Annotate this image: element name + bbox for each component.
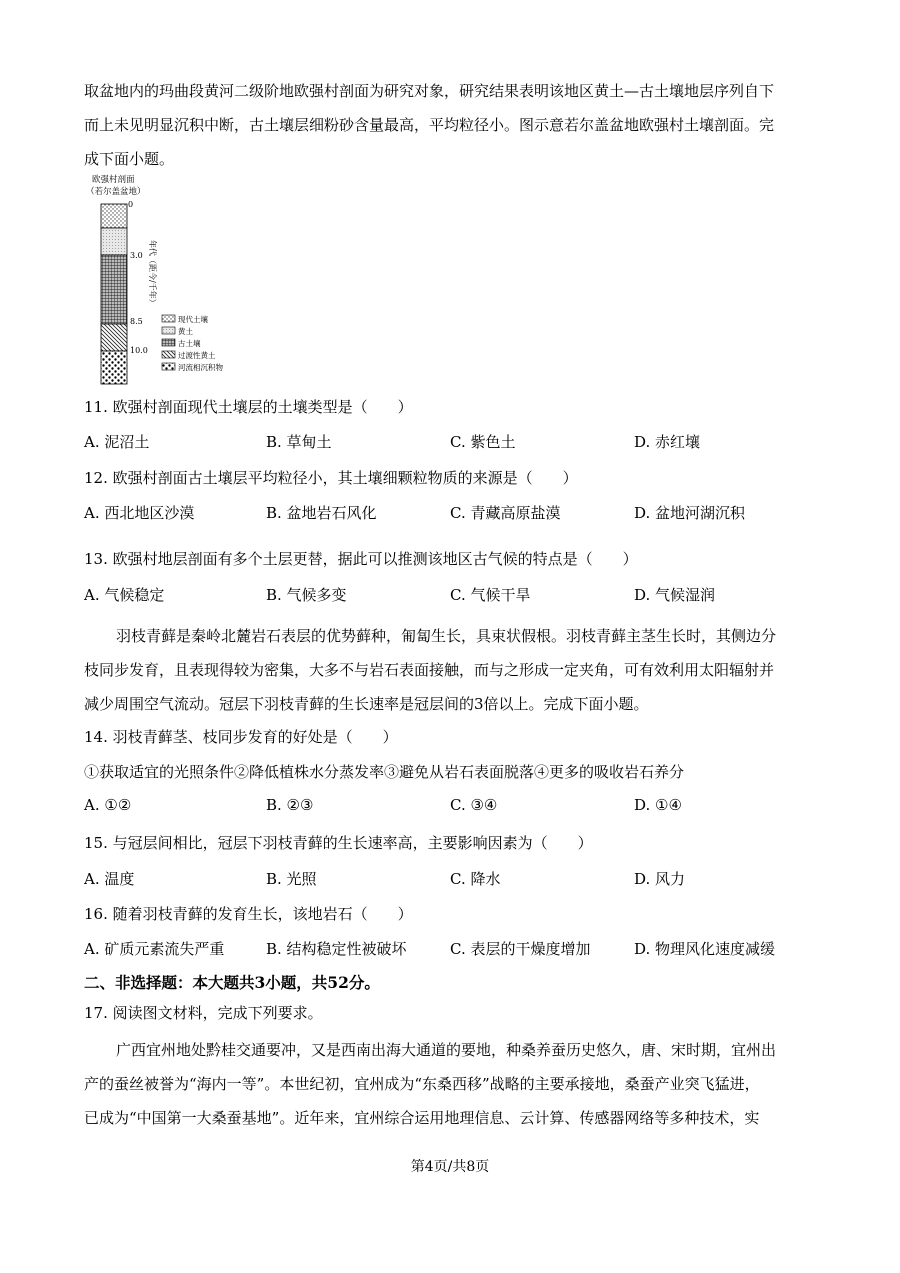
figure-title: 欧强村剖面 <box>92 175 135 185</box>
legend-swatch-transitional-loess <box>162 351 175 358</box>
question-15-option-a: A. 温度 <box>84 870 135 888</box>
question-12-option-b: B. 盆地岩石风化 <box>266 504 377 522</box>
question-14-option-b: B. ②③ <box>266 796 314 814</box>
tick-label: 8.5 <box>130 317 143 326</box>
passage-yizhou <box>84 1033 824 1135</box>
question-16-option-b: B. 结构稳定性被破坏 <box>266 940 407 958</box>
question-13-option-d: D. 气候湿润 <box>634 586 716 604</box>
question-12-option-d: D. 盆地河湖沉积 <box>634 504 746 522</box>
question-13-option-c: C. 气候干旱 <box>450 586 531 604</box>
question-12-option-a: A. 西北地区沙漠 <box>84 504 195 522</box>
legend-label: 过渡性黄土 <box>178 351 216 360</box>
question-14-option-a: A. ①② <box>84 796 132 814</box>
legend-label: 河流相沉积物 <box>178 363 223 372</box>
question-12-option-c: C. 青藏高原盐漠 <box>450 504 561 522</box>
question-16-option-a: A. 矿质元素流失严重 <box>84 940 225 958</box>
layer-modern-soil <box>101 204 127 228</box>
legend-label: 古土壤 <box>178 339 201 348</box>
passage-line: 减少周围空气流动。冠层下羽枝青藓的生长速率是冠层间的3倍以上。完成下面小题。 <box>84 695 649 713</box>
layer-fluvial-deposit <box>101 351 127 384</box>
passage-line: 枝同步发育，且表现得较为密集，大多不与岩石表面接触，而与之形成一定夹角，可有效利用太阳辐射并 <box>84 661 775 679</box>
passage-line: 羽枝青藓是秦岭北麓岩石表层的优势藓种，匍匐生长，具束状假根。羽枝青藓主茎生长时，其侧边分 <box>116 627 777 645</box>
tick-label: 3.0 <box>130 251 143 260</box>
layer-paleosol <box>101 255 127 324</box>
question-15-option-b: B. 光照 <box>266 870 317 888</box>
question-15-option-d: D. 风力 <box>634 870 686 888</box>
question-11-option-d: D. 赤红壤 <box>634 433 701 451</box>
question-13-option-a: A. 气候稳定 <box>84 586 165 604</box>
question-15-option-c: C. 降水 <box>450 870 501 888</box>
question-17-stem: 17. 阅读图文材料，完成下列要求。 <box>84 1004 323 1022</box>
figure-subtitle: （若尔盖盆地） <box>86 187 146 197</box>
question-14-statements: ①获取适宜的光照条件②降低植株水分蒸发率③避免从岩石表面脱落④更多的吸收岩石养分 <box>84 763 685 781</box>
intro-line: 取盆地内的玛曲段黄河二级阶地欧强村剖面为研究对象，研究结果表明该地区黄土—古土壤地层序列自下 <box>84 82 775 100</box>
question-11-option-a: A. 泥沼土 <box>84 433 150 451</box>
legend <box>162 314 223 372</box>
intro-line: 成下面小题。 <box>84 150 175 168</box>
question-13-option-b: B. 气候多变 <box>266 586 347 604</box>
passage-line: 已成为“中国第一大桑蚕基地”。近年来，宜州综合运用地理信息、云计算、传感器网络等多种技术，实 <box>84 1109 760 1127</box>
intro-line: 而上未见明显沉积中断，古土壤层细粉砂含量最高，平均粒径小。图示意若尔盖盆地欧强村土壤剖面。完 <box>84 116 775 134</box>
legend-swatch-paleosol <box>162 339 175 346</box>
question-15-stem: 15. 与冠层间相比，冠层下羽枝青藓的生长速率高，主要影响因素为（ ） <box>84 834 593 852</box>
question-11-option-c: C. 紫色土 <box>450 433 516 451</box>
page-footer: 第4页/共8页 <box>410 1159 490 1175</box>
question-12-stem: 12. 欧强村剖面古土壤层平均粒径小，其土壤细颗粒物质的来源是（ ） <box>84 469 578 487</box>
question-11-stem: 11. 欧强村剖面现代土壤层的土壤类型是（ ） <box>84 398 413 416</box>
axis-label: 年代（距今/千年） <box>148 240 157 307</box>
section-title: 二、非选择题：本大题共3小题，共52分。 <box>84 973 380 992</box>
legend-swatch-modern-soil <box>162 315 175 322</box>
soil-profile-figure <box>84 172 284 388</box>
layer-loess <box>101 228 127 255</box>
passage-line: 广西宜州地处黔桂交通要冲，又是西南出海大通道的要地，种桑养蚕历史悠久，唐、宋时期，宜州出 <box>116 1041 777 1059</box>
question-16-option-d: D. 物理风化速度减缓 <box>634 940 776 958</box>
passage-line: 产的蚕丝被誉为“海内一等”。本世纪初，宜州成为“东桑西移”战略的主要承接地，桑蚕产业突飞猛进， <box>84 1075 760 1093</box>
passage-moss <box>84 619 824 721</box>
question-14-stem: 14. 羽枝青藓茎、枝同步发育的好处是（ ） <box>84 728 398 746</box>
question-14-option-c: C. ③④ <box>450 796 498 814</box>
question-16-stem: 16. 随着羽枝青藓的发育生长，该地岩石（ ） <box>84 905 413 923</box>
question-11-option-b: B. 草甸土 <box>266 433 332 451</box>
intro-paragraph <box>84 74 824 176</box>
question-16-option-c: C. 表层的干燥度增加 <box>450 940 591 958</box>
layer-transitional-loess <box>101 324 127 351</box>
legend-swatch-fluvial-deposit <box>162 363 175 370</box>
tick-label: 10.0 <box>130 346 148 355</box>
legend-swatch-loess <box>162 327 175 334</box>
legend-label: 现代土壤 <box>178 315 208 324</box>
question-13-stem: 13. 欧强村地层剖面有多个土层更替，据此可以推测该地区古气候的特点是（ ） <box>84 550 638 568</box>
tick-label: 0 <box>128 200 134 209</box>
legend-label: 黄土 <box>178 327 193 336</box>
question-14-option-d: D. ①④ <box>634 796 682 814</box>
